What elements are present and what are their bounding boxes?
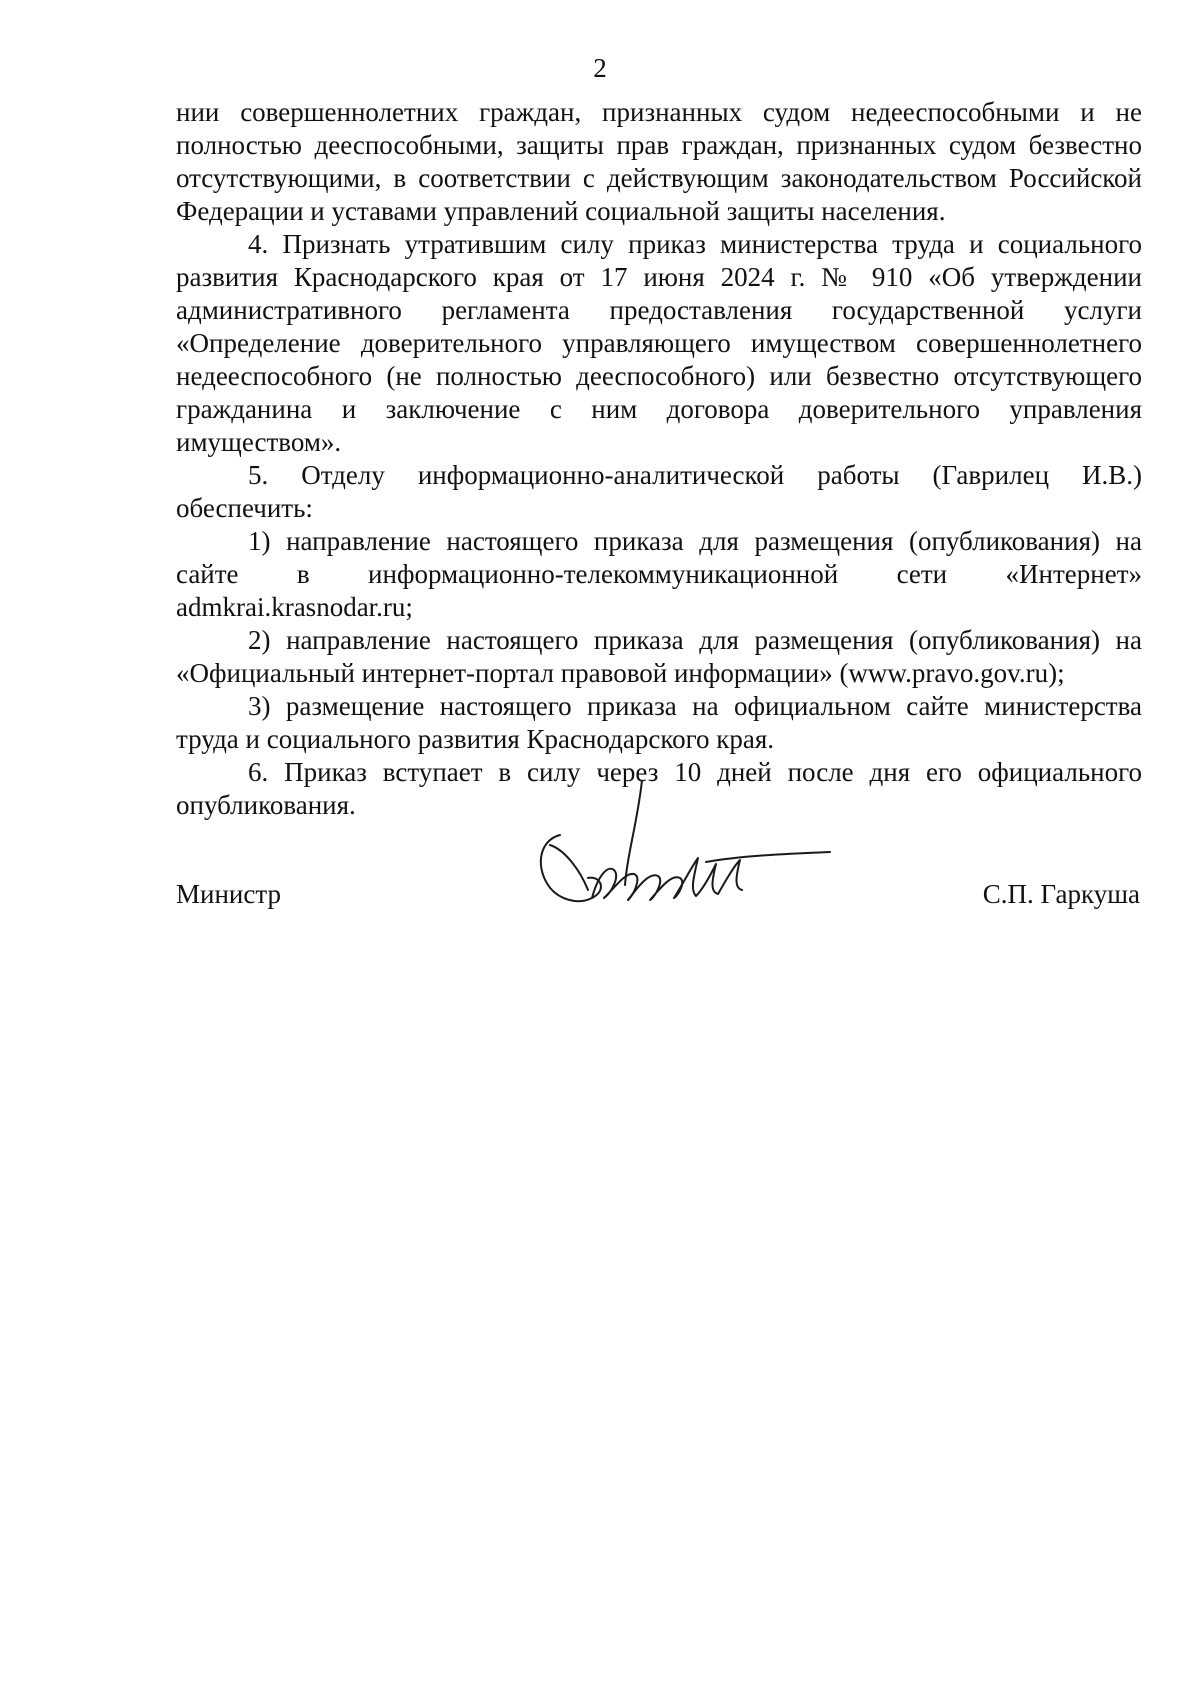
paragraph-continuation: нии совершеннолетних граждан, признанных судом недееспособными и не полностью дееспособными, защиты прав граждан, признанных судом безвестно отсутствующими, в соответствии с действующим законодательством Российской Федерации и уставами управлений социальной защиты населения. <box>176 97 1142 226</box>
paragraph-item-6: 6. Приказ вступает в силу через 10 дней после дня его официального опубликования. <box>176 757 1142 820</box>
paragraph-item-5: 5. Отделу информационно-аналитической работы (Гаврилец И.В.) обеспечить: <box>176 460 1142 523</box>
paragraph-item-5-2: 2) направление настоящего приказа для размещения (опубликования) на «Официальный интернет-портал правовой информации» (www.pravo.gov.ru); <box>176 625 1142 688</box>
paragraph-item-4: 4. Признать утратившим силу приказ министерства труда и социального развития Краснодарского края от 17 июня 2024 г. № 910 «Об утверждении административного регламента предоставления государственной услуги «Определение доверительного управляющего имуществом совершеннолетнего недееспособного (не полностью дееспособного) или безвестно отсутствующего гражданина и заключение с ним договора доверительного управления имуществом». <box>176 229 1142 457</box>
page-number: 2 <box>593 53 607 83</box>
signatory-role: Министр <box>176 879 281 909</box>
document-body <box>176 96 1142 822</box>
paragraph-item-5-1: 1) направление настоящего приказа для размещения (опубликования) на сайте в информационно-телекоммуникационной сети «Интернет» admkrai.krasnodar.ru; <box>176 526 1142 622</box>
handwritten-signature-icon <box>530 780 840 930</box>
signatory-name: С.П. Гаркуша <box>982 879 1140 909</box>
paragraph-item-5-3: 3) размещение настоящего приказа на официальном сайте министерства труда и социального развития Краснодарского края. <box>176 691 1142 754</box>
